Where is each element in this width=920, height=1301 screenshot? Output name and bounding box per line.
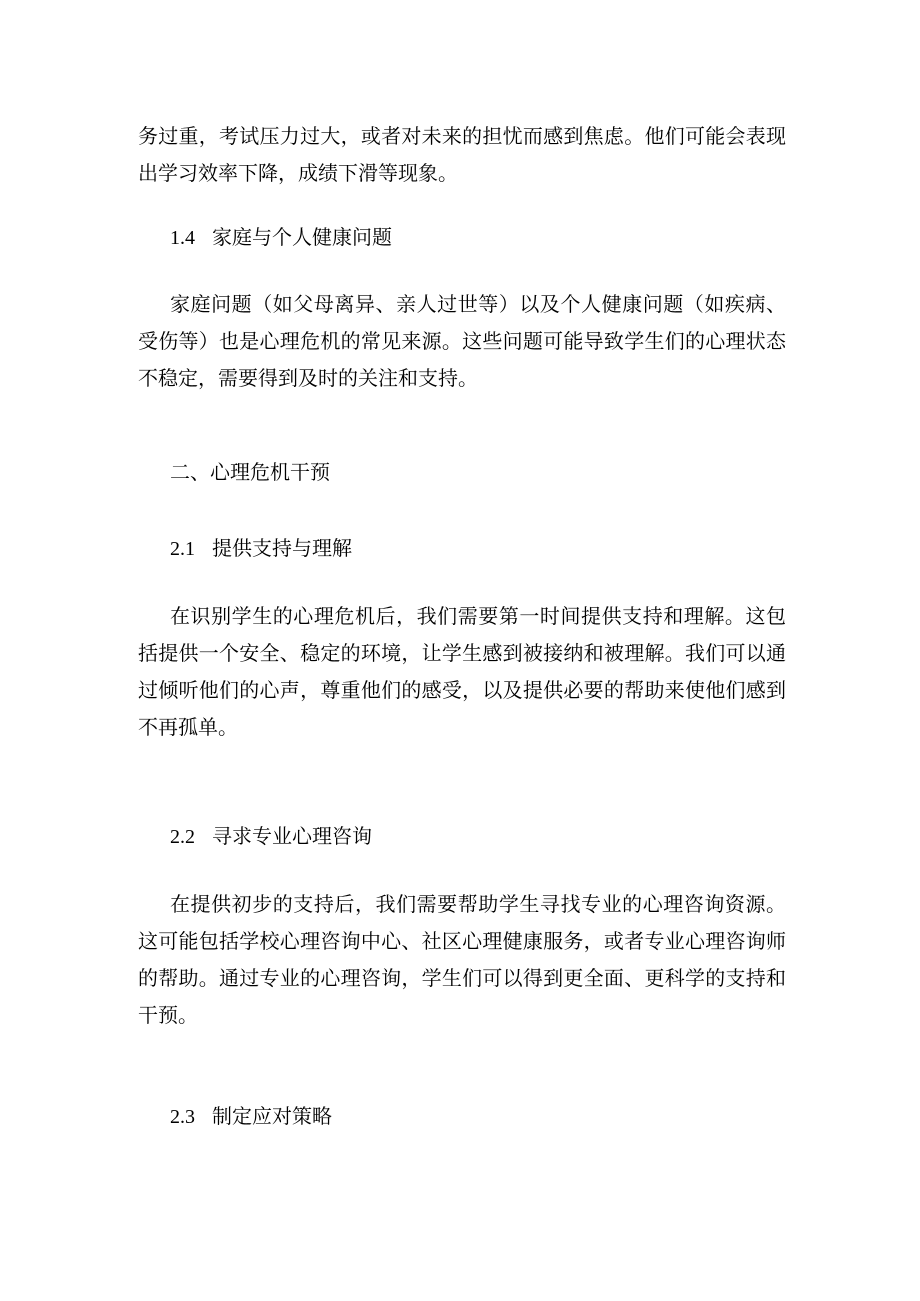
section-number: 1.4	[170, 227, 195, 249]
section-heading-2-3	[170, 1098, 332, 1136]
section-number: 2.1	[170, 538, 195, 560]
section-title: 家庭与个人健康问题	[212, 225, 392, 249]
section-heading-2-2	[170, 818, 372, 856]
section-1-4-paragraph: 家庭问题（如父母离异、亲人过世等）以及个人健康问题（如疾病、受伤等）也是心理危机的常见来源。这些问题可能导致学生们的心理状态不稳定，需要得到及时的关注和支持。	[138, 292, 786, 390]
section-number: 2.2	[170, 826, 195, 848]
section-2-2-paragraph: 在提供初步的支持后，我们需要帮助学生寻找专业的心理咨询资源。这可能包括学校心理咨询中心、社区心理健康服务，或者专业心理咨询师的帮助。通过专业的心理咨询，学生们可以得到更全面、更科学的支持和干预。	[138, 892, 786, 1027]
section-title: 寻求专业心理咨询	[212, 824, 372, 848]
chapter-heading-2: 二、心理危机干预	[170, 460, 330, 484]
section-title: 提供支持与理解	[212, 536, 352, 560]
section-title: 制定应对策略	[212, 1104, 332, 1128]
section-heading-2-1	[170, 530, 352, 568]
section-number: 2.3	[170, 1106, 195, 1128]
section-heading-1-4	[170, 219, 392, 257]
continuation-paragraph: 务过重，考试压力过大，或者对未来的担忧而感到焦虑。他们可能会表现出学习效率下降，成绩下滑等现象。	[138, 124, 786, 185]
section-2-1-paragraph: 在识别学生的心理危机后，我们需要第一时间提供支持和理解。这包括提供一个安全、稳定的环境，让学生感到被接纳和被理解。我们可以通过倾听他们的心声，尊重他们的感受，以及提供必要的帮助来使他们感到不再孤单。	[138, 604, 786, 739]
